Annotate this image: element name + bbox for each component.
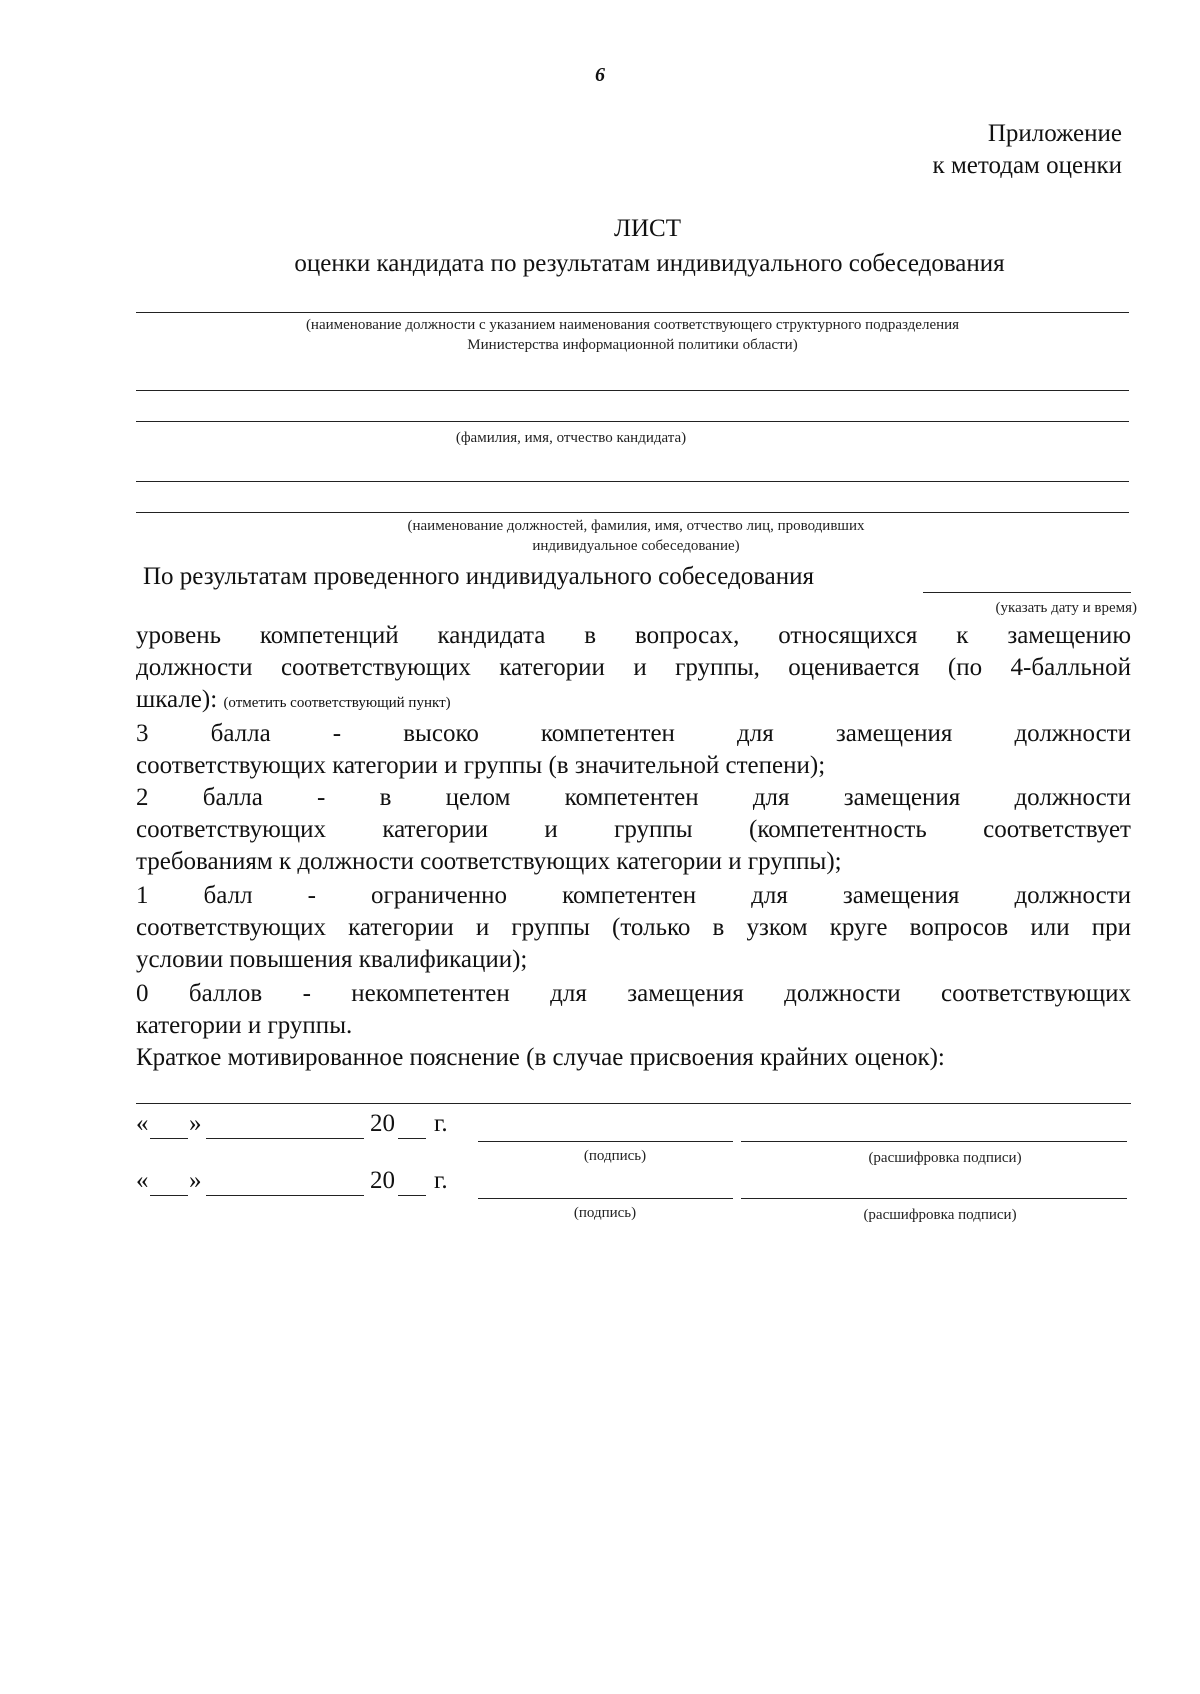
explanation-field-line[interactable] xyxy=(136,1103,1131,1104)
score-1-line-3: условии повышения квалификации); xyxy=(136,946,528,973)
position-hint xyxy=(136,315,1129,355)
score-2-line-2: соответствующих категории и группы (компетентность соответствует xyxy=(136,816,1131,843)
score-0-line-2: категории и группы. xyxy=(136,1012,353,1039)
interviewers-field-line-2[interactable] xyxy=(136,512,1129,513)
interviewers-hint-line-1: (наименование должностей, фамилия, имя, отчество лиц, проводивших xyxy=(407,518,865,534)
document-subtitle: оценки кандидата по результатам индивидуального собеседования xyxy=(294,250,1005,277)
month-field-line[interactable] xyxy=(206,1195,364,1196)
score-1-line-1: 1 балл - ограниченно компетентен для замещения должности xyxy=(136,882,1131,909)
candidate-field-line-1[interactable] xyxy=(136,390,1129,391)
signature-decode-hint: (расшифровка подписи) xyxy=(863,1207,1017,1223)
score-3-line-1: 3 балла - высоко компетентен для замещения должности xyxy=(136,720,1131,747)
interviewers-hint xyxy=(136,516,1136,556)
score-2-line-1: 2 балла - в целом компетентен для замещения должности xyxy=(136,784,1131,811)
appendix-block xyxy=(933,118,1122,182)
score-2-line-3: требованиям к должности соответствующих категории и группы); xyxy=(136,848,842,875)
candidate-hint: (фамилия, имя, отчество кандидата) xyxy=(455,430,687,446)
year-prefix: 20 xyxy=(370,1110,395,1137)
position-hint-line-2: Министерства информационной политики области) xyxy=(467,337,798,353)
year-suffix: г. xyxy=(434,1167,448,1194)
assessment-line-1: уровень компетенций кандидата в вопросах, относящихся к замещению xyxy=(136,622,1131,649)
results-intro: По результатам проведенного индивидуального собеседования xyxy=(143,563,815,590)
signature-field-line[interactable] xyxy=(478,1198,733,1199)
candidate-field-line-2[interactable] xyxy=(136,421,1129,422)
signature-decode-field-line[interactable] xyxy=(741,1141,1127,1142)
score-0-line-1: 0 баллов - некомпетентен для замещения должности соответствующих xyxy=(136,980,1131,1007)
date-close-quote: » xyxy=(189,1167,202,1194)
interviewers-hint-line-2: индивидуальное собеседование) xyxy=(532,538,740,554)
page-number: 6 xyxy=(595,64,605,86)
date-time-hint: (указать дату и время) xyxy=(995,600,1137,616)
date-open-quote: « xyxy=(136,1110,149,1137)
signature-decode-hint: (расшифровка подписи) xyxy=(868,1150,1022,1166)
year-field-line[interactable] xyxy=(398,1138,426,1139)
date-time-field-line[interactable] xyxy=(923,592,1131,593)
signature-hint: (подпись) xyxy=(583,1148,647,1164)
date-close-quote: » xyxy=(189,1110,202,1137)
assessment-note: (отметить соответствующий пункт) xyxy=(223,695,451,711)
year-field-line[interactable] xyxy=(398,1195,426,1196)
year-prefix: 20 xyxy=(370,1167,395,1194)
assessment-line-2: должности соответствующих категории и группы, оценивается (по 4-балльной xyxy=(136,654,1131,681)
signature-decode-field-line[interactable] xyxy=(741,1198,1127,1199)
signature-hint: (подпись) xyxy=(573,1205,637,1221)
score-3-line-2: соответствующих категории и группы (в значительной степени); xyxy=(136,752,826,779)
day-field-line[interactable] xyxy=(150,1195,188,1196)
appendix-line-1: Приложение xyxy=(987,120,1122,147)
position-field-line[interactable] xyxy=(136,312,1129,313)
signature-field-line[interactable] xyxy=(478,1141,733,1142)
year-suffix: г. xyxy=(434,1110,448,1137)
date-open-quote: « xyxy=(136,1167,149,1194)
score-1-line-2: соответствующих категории и группы (только в узком круге вопросов или при xyxy=(136,914,1131,941)
explanation-label: Краткое мотивированное пояснение (в случае присвоения крайних оценок): xyxy=(136,1044,945,1071)
document-title: ЛИСТ xyxy=(614,215,681,242)
day-field-line[interactable] xyxy=(150,1138,188,1139)
appendix-line-2: к методам оценки xyxy=(932,152,1122,179)
position-hint-line-1: (наименование должности с указанием наименования соответствующего структурного подразделения xyxy=(305,317,960,333)
assessment-line-3 xyxy=(136,684,1131,719)
interviewers-field-line-1[interactable] xyxy=(136,481,1129,482)
month-field-line[interactable] xyxy=(206,1138,364,1139)
assessment-scale-label: шкале): xyxy=(136,686,218,713)
